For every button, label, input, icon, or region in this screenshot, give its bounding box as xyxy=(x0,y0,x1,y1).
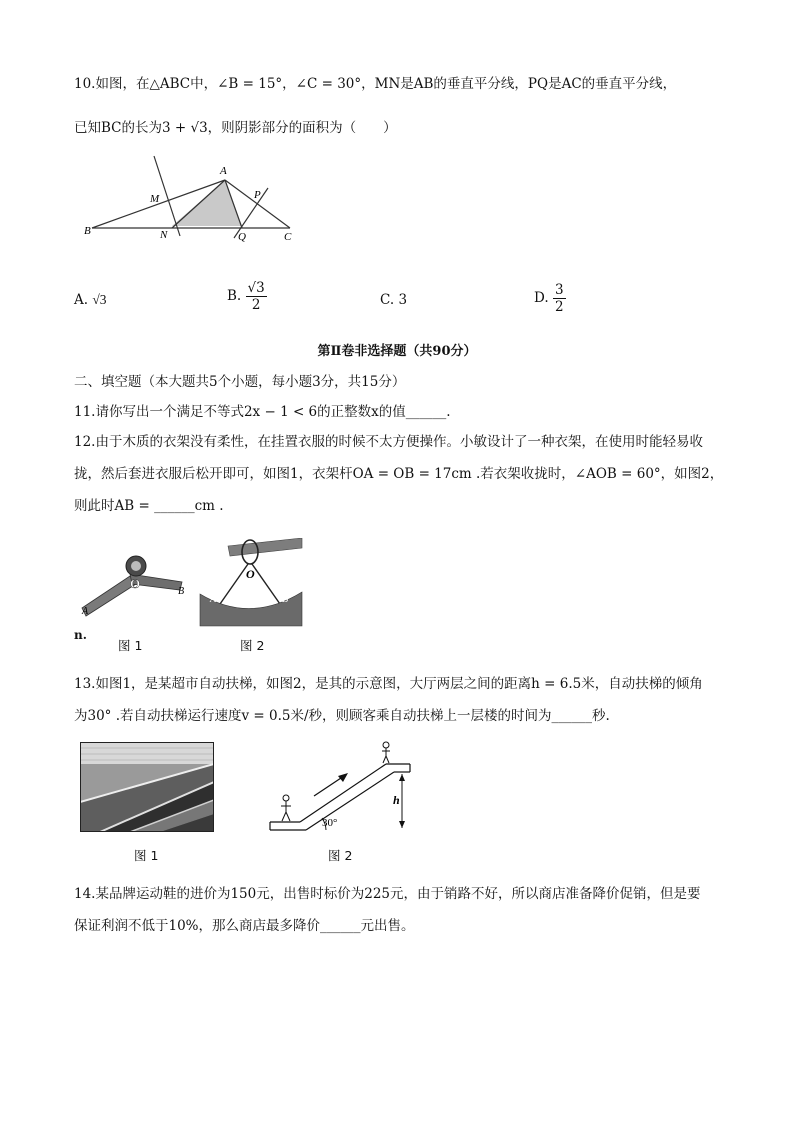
option-b-fraction xyxy=(246,280,267,313)
q13-figure-2-diagram xyxy=(266,740,414,836)
option-b-numerator: √3 xyxy=(247,280,265,296)
section-2-title: 第Ⅱ卷非选择题（共90分） xyxy=(317,344,477,359)
q12-fig1-caption: 图 1 xyxy=(118,638,143,653)
escalator-bottom-edge xyxy=(306,772,394,830)
label-p: P xyxy=(254,189,261,201)
option-b[interactable] xyxy=(227,280,267,313)
fig2-label-a: A xyxy=(210,594,217,605)
q12-figure-1 xyxy=(78,540,200,640)
label-q: Q xyxy=(238,231,246,243)
q13-line-2: 为30° .若自动扶梯运行速度v = 0.5米/秒，则顾客乘自动扶梯上一层楼的时间为______秒. xyxy=(74,708,610,724)
option-d-fraction xyxy=(553,282,566,315)
q13-fig2-caption: 图 2 xyxy=(328,848,353,863)
q14-line-2: 保证利润不低于10%，那么商店最多降价______元出售。 xyxy=(74,918,415,934)
option-d[interactable] xyxy=(534,282,566,315)
hook-highlight xyxy=(131,561,141,571)
q12-line-3: 则此时AB = ______cm . xyxy=(74,498,224,514)
option-d-letter: D. xyxy=(534,290,549,306)
escalator-top-edge xyxy=(300,764,386,822)
option-a-value: √3 xyxy=(92,292,107,307)
option-c-letter: C. xyxy=(380,292,395,308)
label-n: N xyxy=(160,229,168,241)
option-c-value: 3 xyxy=(398,292,408,308)
label-b: B xyxy=(84,225,91,237)
angle-label: 30° xyxy=(322,817,338,829)
q10-line-2: 已知BC的长为3 + √3，则阴影部分的面积为（ ） xyxy=(74,120,397,136)
option-b-denominator: 2 xyxy=(251,297,261,313)
option-b-letter: B. xyxy=(227,288,242,304)
h-label: h xyxy=(393,793,400,807)
q13-fig1-caption: 图 1 xyxy=(134,848,159,863)
q12-figure-2 xyxy=(198,538,306,630)
q13-figure-1-photo xyxy=(80,742,214,832)
label-a: A xyxy=(220,165,227,177)
stray-mark: n. xyxy=(74,628,87,642)
q11-text: 11.请你写出一个满足不等式2x − 1 < 6的正整数x的值______. xyxy=(74,404,451,420)
section-2-subtitle: 二、填空题（本大题共5个小题，每小题3分，共15分） xyxy=(74,374,406,390)
q10-line-1: 10.如图，在△ABC中，∠B = 15°，∠C = 30°，MN是AB的垂直平分线，PQ是AC的垂直平分线， xyxy=(74,76,677,92)
person-top-icon xyxy=(382,742,390,763)
option-d-numerator: 3 xyxy=(554,282,564,298)
option-d-denominator: 2 xyxy=(554,299,564,315)
arrow-head-icon xyxy=(338,773,348,782)
q10-triangle-figure xyxy=(80,150,300,245)
q12-fig2-caption: 图 2 xyxy=(240,638,265,653)
label-c: C xyxy=(284,231,292,243)
label-m: M xyxy=(150,193,160,205)
fig1-label-o: O xyxy=(130,576,141,591)
fig2-label-o: O xyxy=(246,567,255,581)
q12-line-2: 拢，然后套进衣服后松开即可，如图1，衣架杆OA = OB = 17cm .若衣架收拢时，∠AOB = 60°，如图2， xyxy=(74,466,724,482)
fig1-label-b: B xyxy=(178,586,185,597)
option-a-letter: A. xyxy=(74,292,89,308)
option-a[interactable] xyxy=(74,292,107,308)
fig2-label-b: B xyxy=(282,594,289,605)
option-c[interactable] xyxy=(380,292,407,308)
fig1-label-a: A xyxy=(82,606,89,617)
direction-arrow xyxy=(314,776,344,796)
q12-line-1: 12.由于木质的衣架没有柔性，在挂置衣服的时候不太方便操作。小敏设计了一种衣架，在使用时能轻易收 xyxy=(74,434,703,450)
person-bottom-icon xyxy=(281,795,291,821)
q13-line-1: 13.如图1，是某超市自动扶梯，如图2，是其的示意图，大厅两层之间的距离h = 6.5米，自动扶梯的倾角 xyxy=(74,676,703,692)
q14-line-1: 14.某品牌运动鞋的进价为150元，出售时标价为225元，由于销路不好，所以商店准备降价促销，但是要 xyxy=(74,886,701,902)
